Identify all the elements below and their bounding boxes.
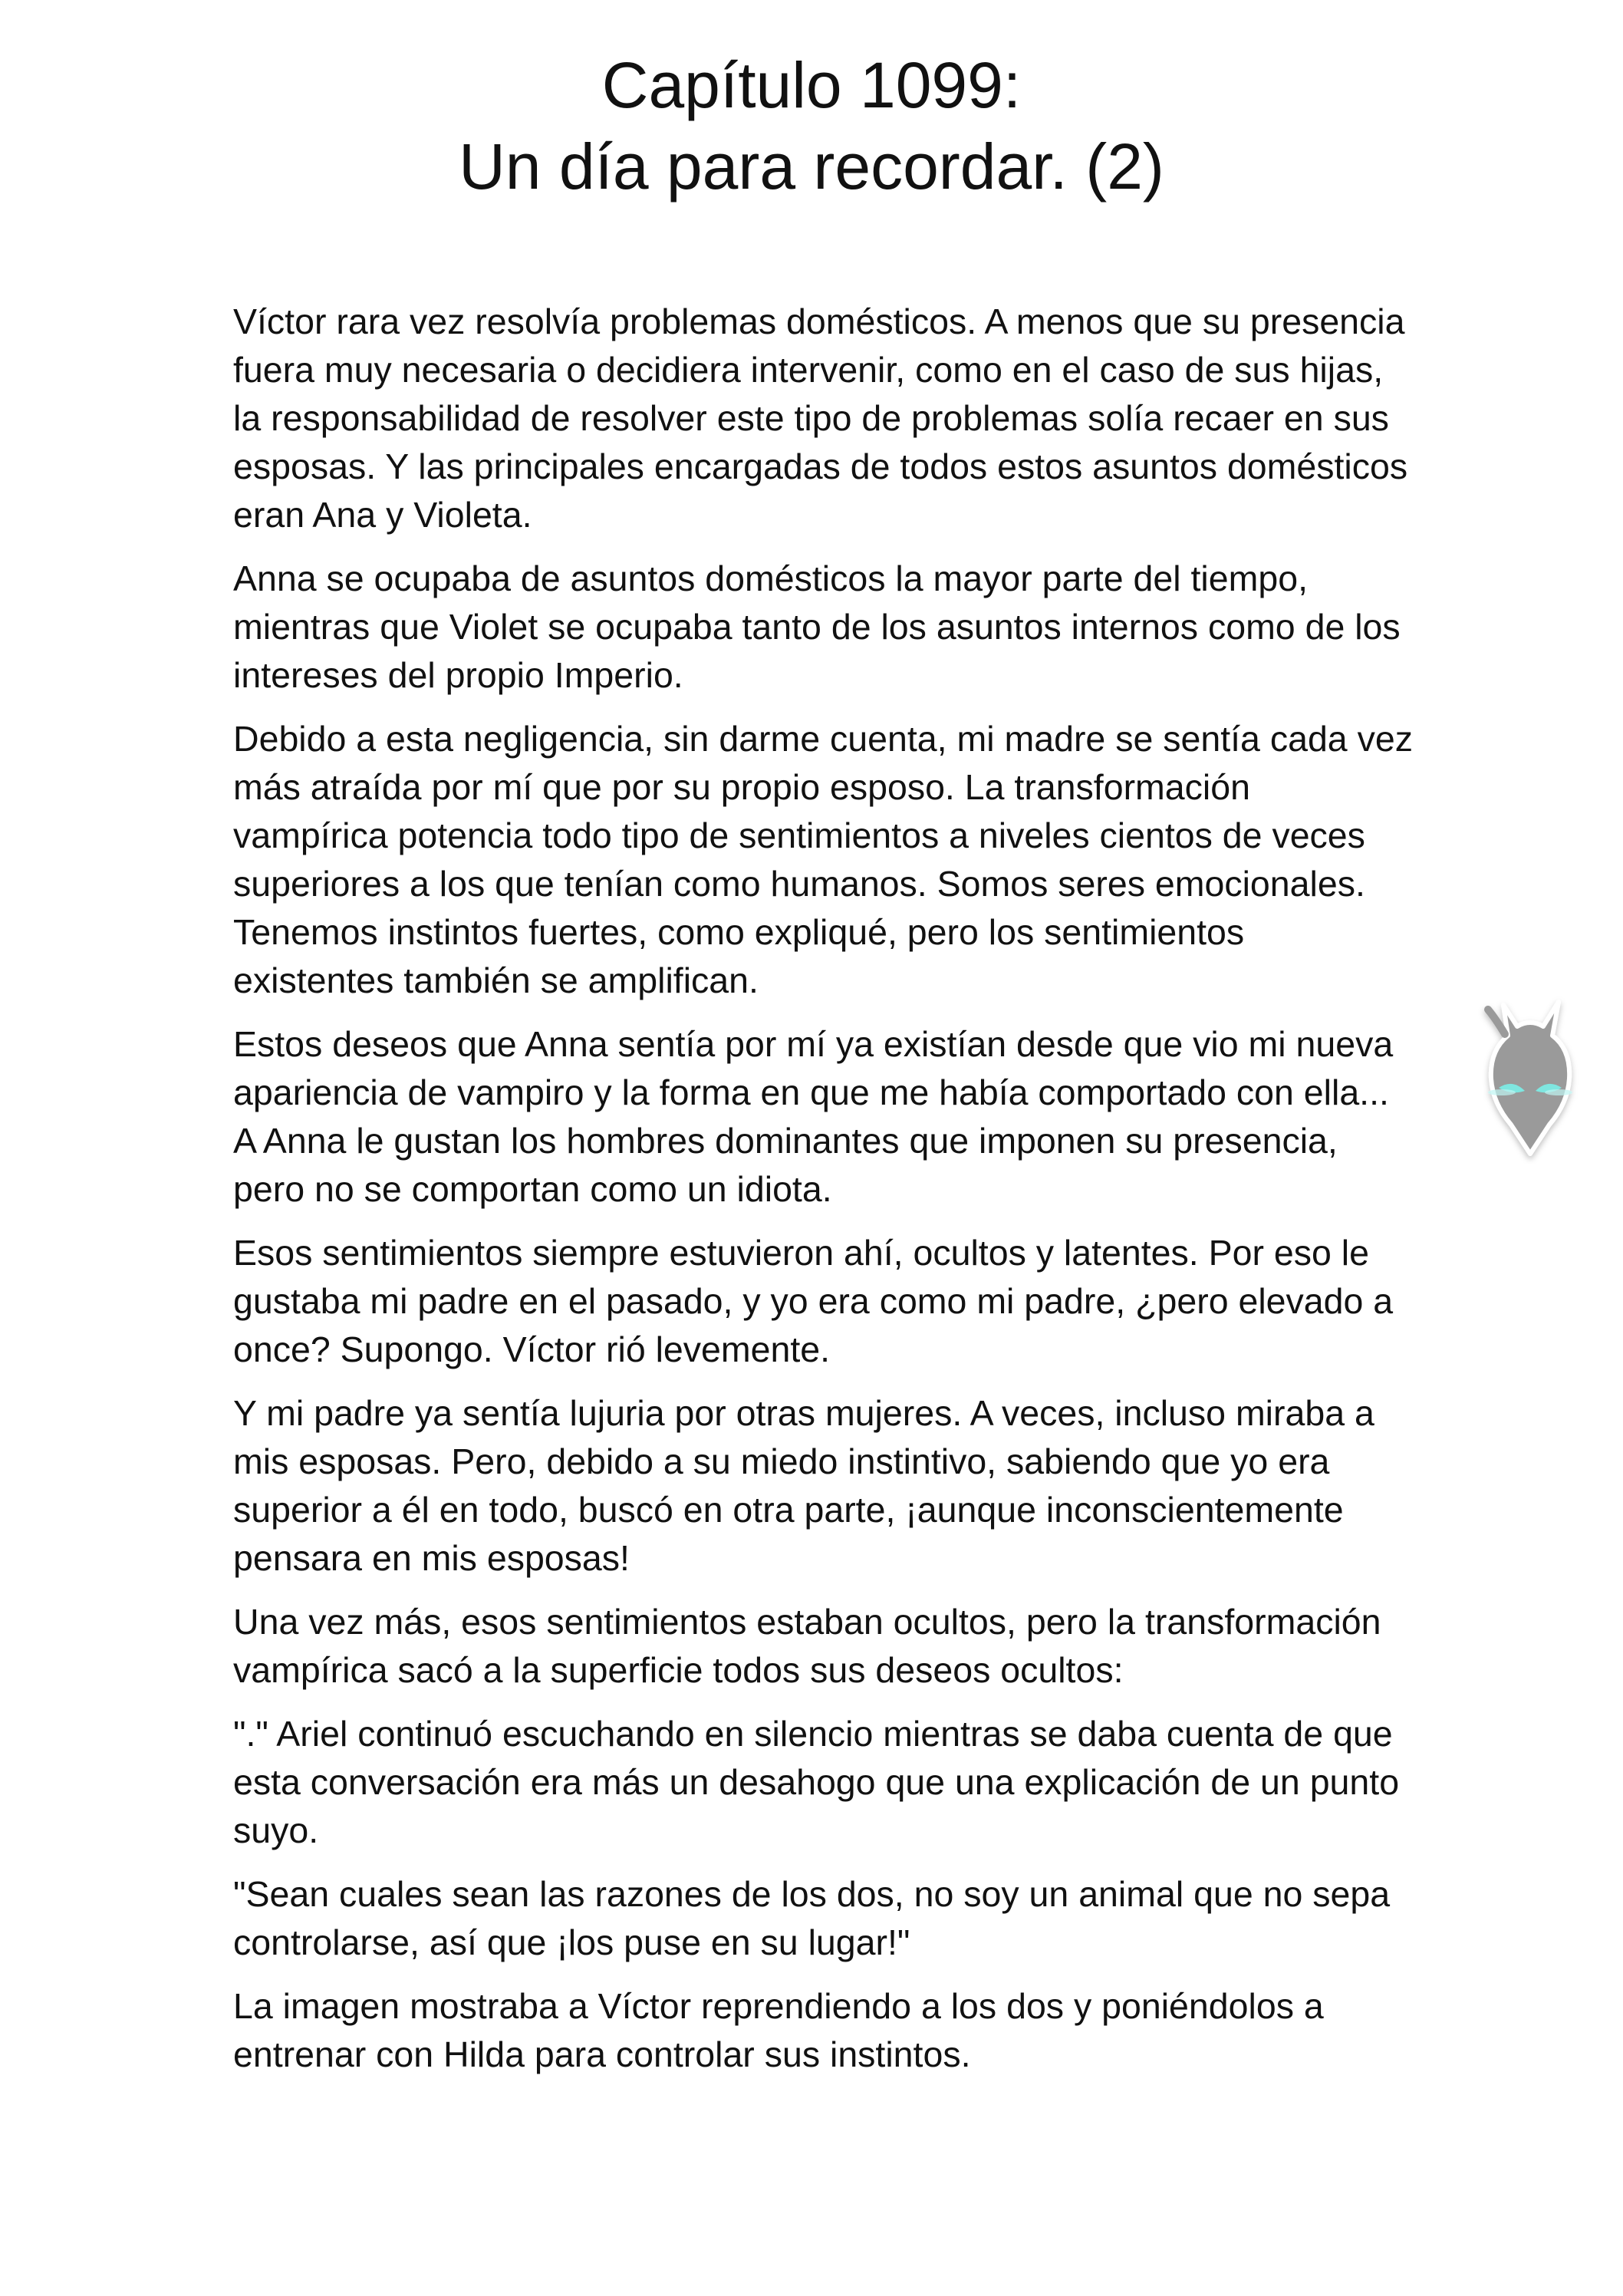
paragraph: Debido a esta negligencia, sin darme cuenta, mi madre se sentía cada vez más atraída por mí que por su propio esposo. La transformación vampírica potencia todo tipo de sentimientos a niveles cientos de veces superiores a los que tenían como humanos. Somos seres emocionales. Tenemos instintos fuertes, como expliqué, pero los sentimientos existentes también se amplifican. <box>233 719 1413 1000</box>
paragraph: Esos sentimientos siempre estuvieron ahí, ocultos y latentes. Por eso le gustaba mi padre en el pasado, y yo era como mi padre, ¿pero elevado a once? Supongo. Víctor rió levemente. <box>233 1233 1394 1369</box>
chapter-title-line1: Capítulo 1099: <box>601 49 1022 121</box>
chapter-title-line2: Un día para recordar. (2) <box>459 130 1164 203</box>
paragraph: Anna se ocupaba de asuntos domésticos la mayor parte del tiempo, mientras que Violet se ocupaba tanto de los asuntos internos como de los intereses del propio Imperio. <box>233 558 1401 695</box>
chapter-title <box>0 44 1623 207</box>
paragraph: Estos deseos que Anna sentía por mí ya existían desde que vio mi nueva apariencia de vampiro y la forma en que me había comportado con ella... A Anna le gustan los hombres dominantes que imponen su presencia, pero no se comportan como un idiota. <box>233 1024 1394 1209</box>
paragraph: Una vez más, esos sentimientos estaban ocultos, pero la transformación vampírica sacó a la superficie todos sus deseos ocultos: <box>233 1602 1381 1690</box>
demon-head-icon <box>1473 996 1588 1164</box>
paragraph: Víctor rara vez resolvía problemas domésticos. A menos que su presencia fuera muy necesaria o decidiera intervenir, como en el caso de sus hijas, la responsabilidad de resolver este tipo de problemas solía recaer en sus esposas. Y las principales encargadas de todos estos asuntos domésticos eran Ana y Violeta. <box>233 301 1408 535</box>
chapter-body <box>233 298 1414 2094</box>
paragraph: "Sean cuales sean las razones de los dos, no soy un animal que no sepa controlarse, así que ¡los puse en su lugar!" <box>233 1874 1391 1962</box>
paragraph: La imagen mostraba a Víctor reprendiendo a los dos y poniéndolos a entrenar con Hilda para controlar sus instintos. <box>233 1986 1324 2074</box>
paragraph: "." Ariel continuó escuchando en silencio mientras se daba cuenta de que esta conversación era más un desahogo que una explicación de un punto suyo. <box>233 1714 1400 1850</box>
paragraph: Y mi padre ya sentía lujuria por otras mujeres. A veces, incluso miraba a mis esposas. Pero, debido a su miedo instintivo, sabiendo que yo era superior a él en todo, buscó en otra parte, ¡aunque inconscientemente pensara en mis esposas! <box>233 1393 1374 1578</box>
